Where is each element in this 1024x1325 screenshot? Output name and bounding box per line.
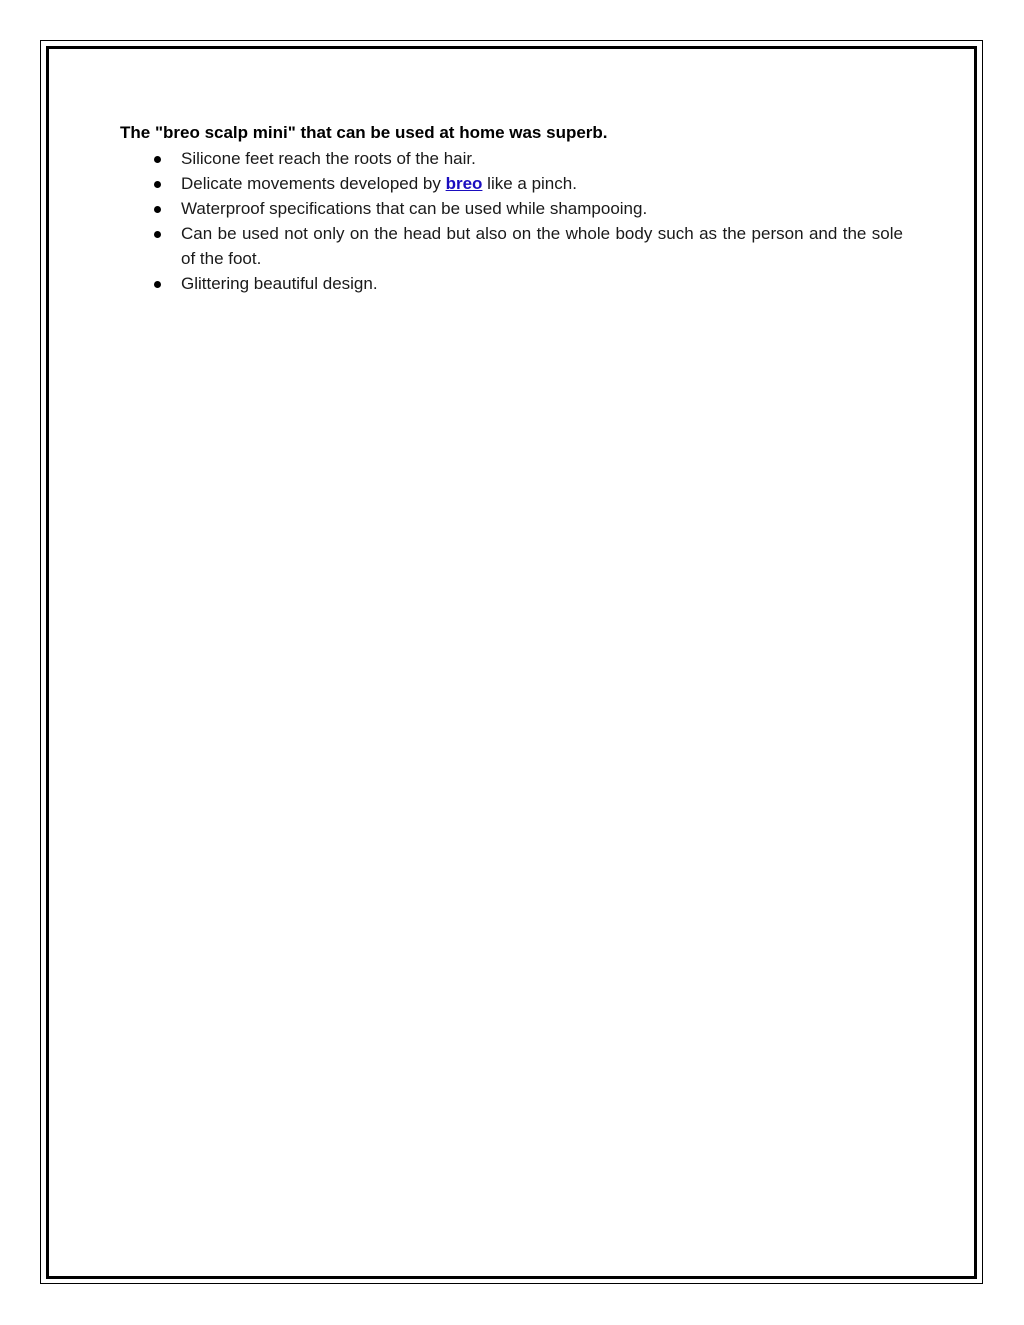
list-item — [120, 271, 903, 296]
list-item-text-before-link: Delicate movements developed by — [181, 174, 446, 193]
feature-list — [120, 146, 903, 296]
list-item-text-after-link: like a pinch. — [482, 174, 577, 193]
bullet-icon — [154, 156, 161, 163]
breo-link[interactable]: breo — [445, 174, 483, 193]
list-item — [120, 221, 903, 271]
document-heading: The "breo scalp mini" that can be used at home was superb. — [120, 123, 608, 142]
list-item — [120, 146, 903, 171]
list-item-text: Waterproof specifications that can be used while shampooing. — [181, 199, 648, 218]
document-body — [120, 120, 903, 296]
bullet-icon — [154, 281, 161, 288]
bullet-icon — [154, 181, 161, 188]
bullet-icon — [154, 206, 161, 213]
bullet-icon — [154, 231, 161, 238]
list-item — [120, 196, 903, 221]
list-item — [120, 171, 903, 196]
list-item-text: Glittering beautiful design. — [181, 274, 378, 293]
list-item-text: Silicone feet reach the roots of the hair. — [181, 149, 476, 168]
list-item-text: Can be used not only on the head but also on the whole body such as the person and the sole of the foot. — [181, 224, 903, 268]
